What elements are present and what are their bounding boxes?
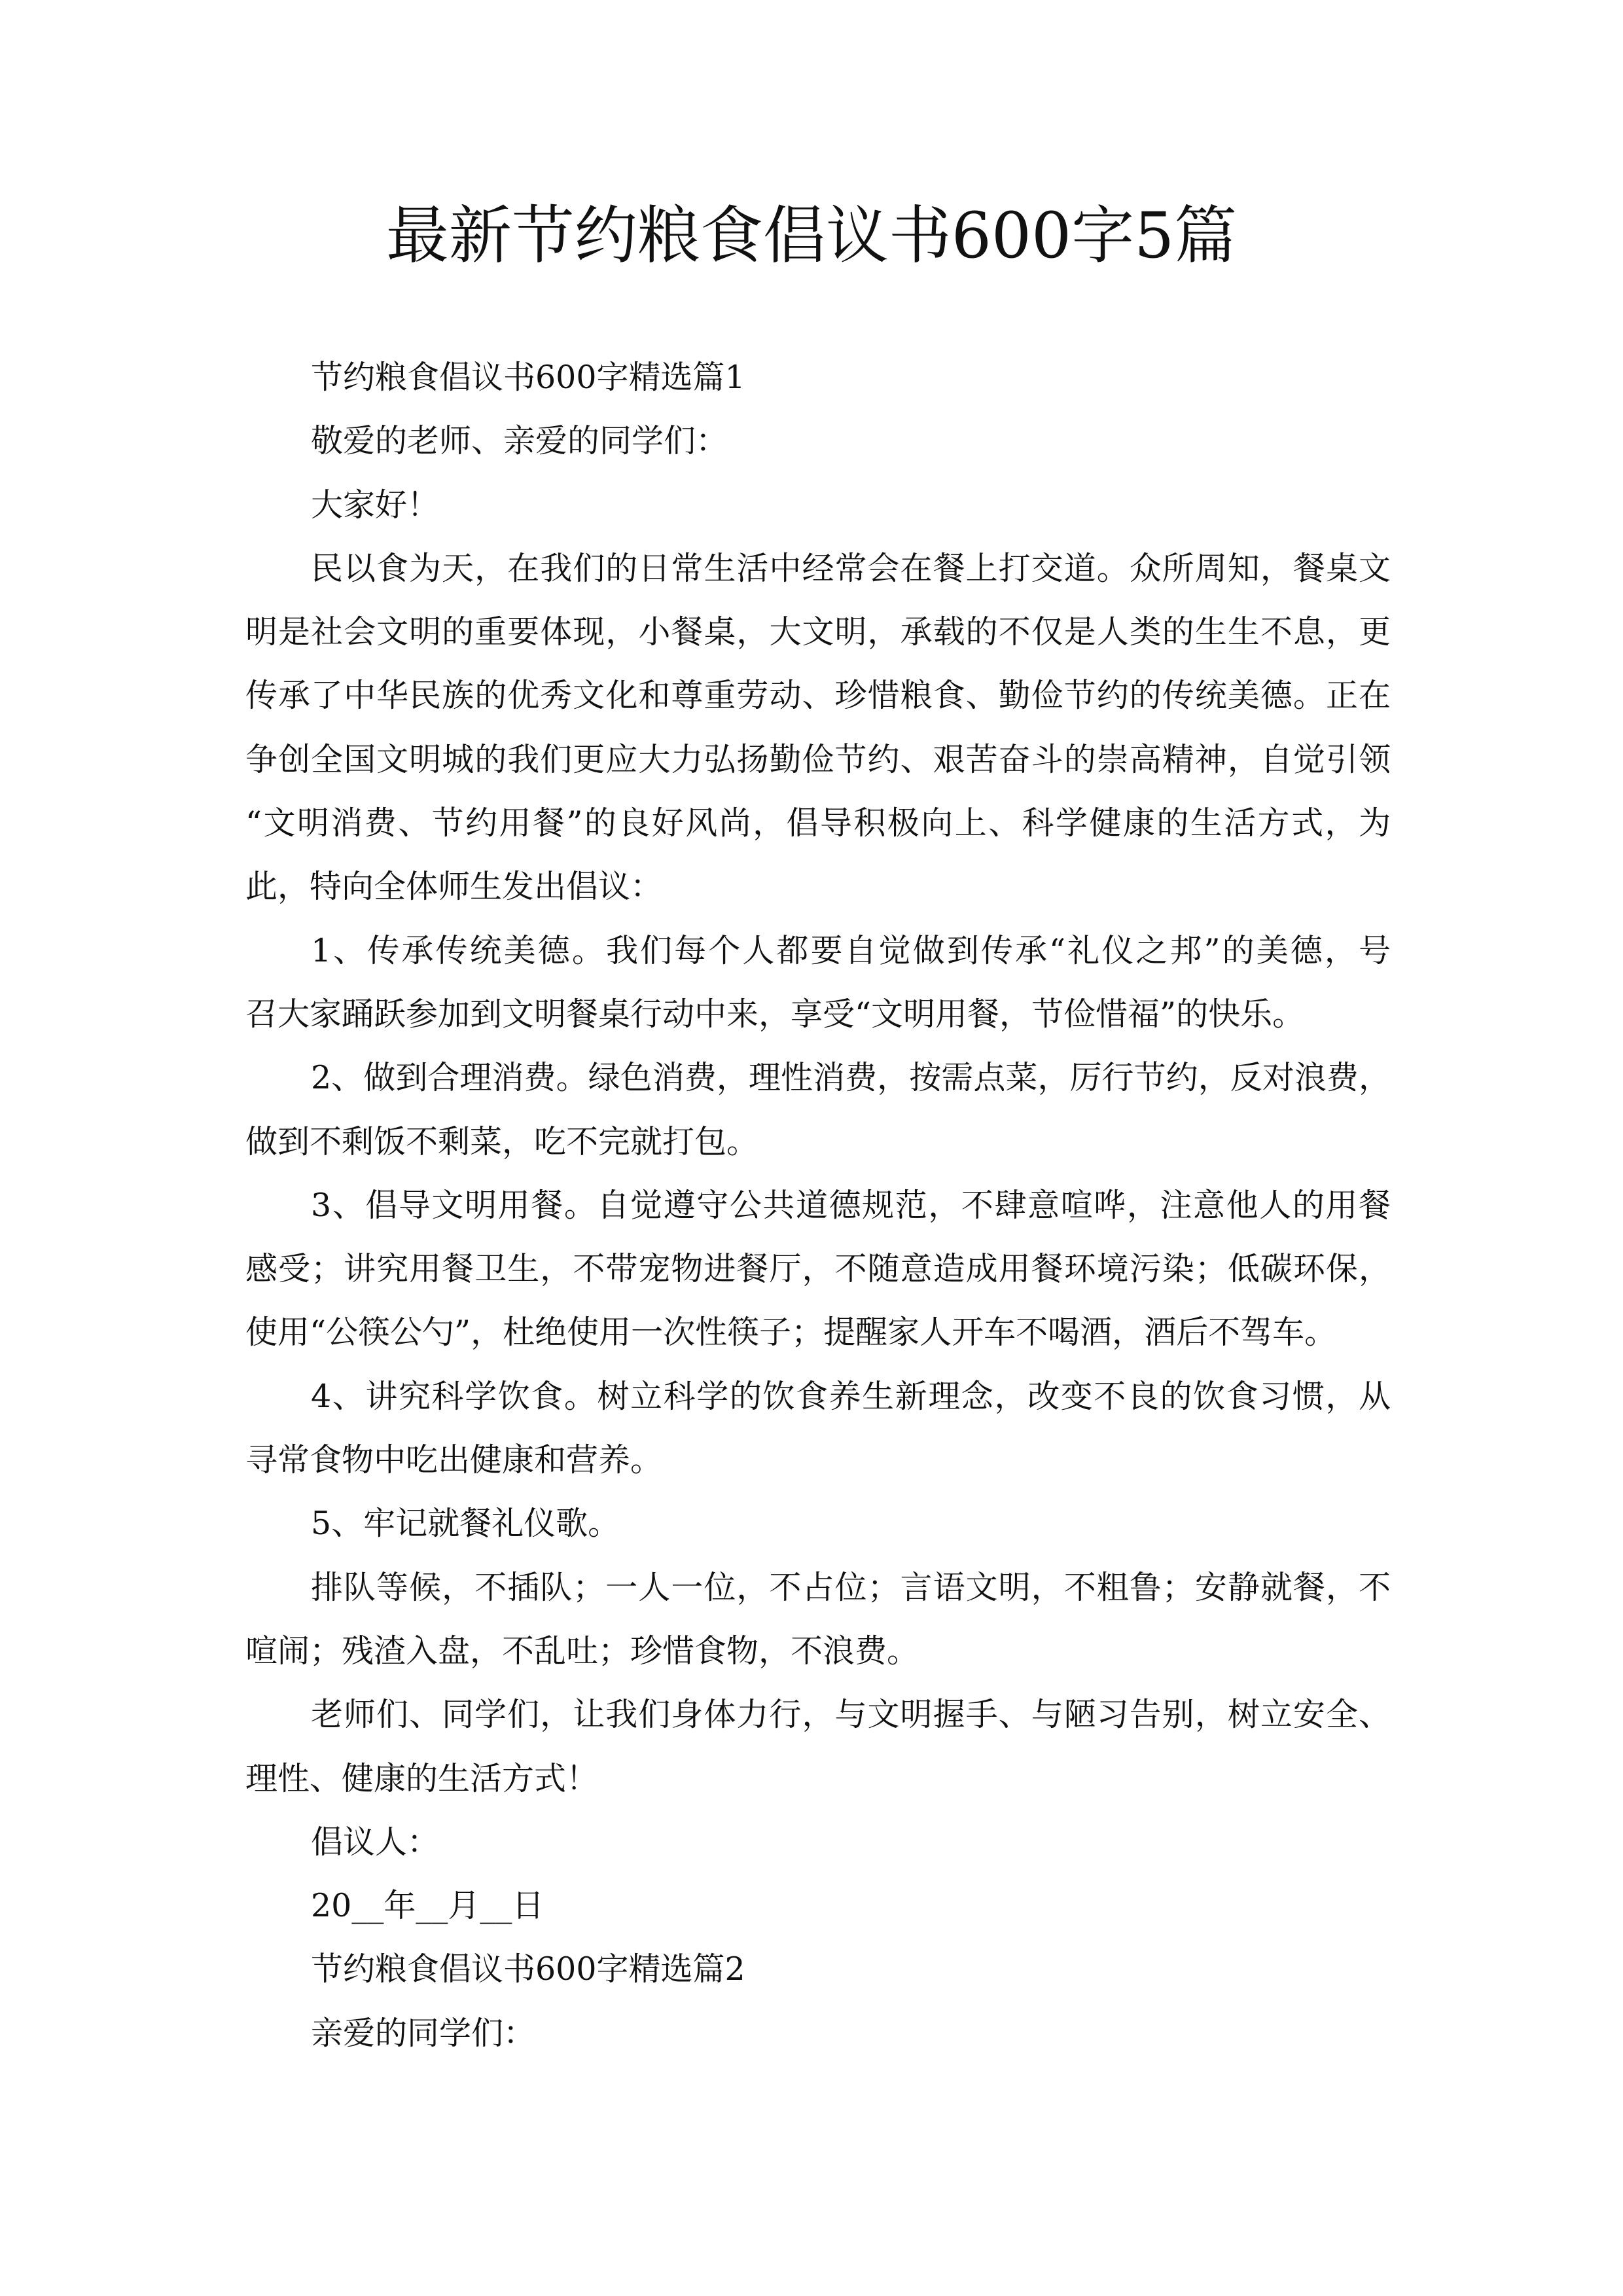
text-line: 5、牢记就餐礼仪歌。 [311,1505,620,1543]
text-line: 节约粮食倡议书600字精选篇1 [311,359,745,396]
text-line: 寻常食物中吃出健康和营养。 [245,1441,663,1479]
text-line: 喧闹；残渣入盘，不乱吐；珍惜食物，不浪费。 [245,1632,919,1670]
text-line: 争创全国文明城的我们更应大力弘扬勤俭节约、艰苦奋斗的崇高精神，自觉引领 [245,740,1391,778]
text-line: 感受；讲究用餐卫生，不带宠物进餐厅，不随意造成用餐环境污染；低碳环保， [245,1250,1391,1288]
text-line: 此，特向全体师生发出倡议： [245,868,663,906]
text-line: 3、倡导文明用餐。自觉遵守公共道德规范，不肆意喧哗，注意他人的用餐 [311,1186,1391,1224]
text-line: 使用“公筷公勺”，杜绝使用一次性筷子；提醒家人开车不喝酒，酒后不驾车。 [245,1314,1337,1352]
text-line: 1、传承传统美德。我们每个人都要自觉做到传承“礼仪之邦”的美德，号 [311,931,1391,969]
text-line: 2、做到合理消费。绿色消费，理性消费，按需点菜，厉行节约，反对浪费， [311,1059,1391,1097]
document-body [245,346,1391,2065]
text-line: 明是社会文明的重要体现，小餐桌，大文明，承载的不仅是人类的生生不息，更 [245,613,1391,651]
text-line: 20__年__月__日 [311,1887,544,1925]
text-line: 民以食为天，在我们的日常生活中经常会在餐上打交道。众所周知，餐桌文 [311,549,1391,587]
text-line: 大家好！ [311,486,440,524]
text-line: 召大家踊跃参加到文明餐桌行动中来，享受“文明用餐，节俭惜福”的快乐。 [245,995,1305,1033]
text-line: 亲爱的同学们： [311,2014,536,2052]
text-line: 4、讲究科学饮食。树立科学的饮食养生新理念，改变不良的饮食习惯，从 [311,1377,1391,1415]
text-line: 理性、健康的生活方式！ [245,1759,599,1797]
text-line: 倡议人： [311,1823,440,1861]
text-line: 排队等候，不插队；一人一位，不占位；言语文明，不粗鲁；安静就餐，不 [311,1568,1391,1606]
text-line: “文明消费、节约用餐”的良好风尚，倡导积极向上、科学健康的生活方式，为 [245,804,1391,842]
document-title: 最新节约粮食倡议书600字5篇 [385,199,1238,272]
text-line: 敬爱的老师、亲爱的同学们： [311,422,728,460]
text-line: 老师们、同学们，让我们身体力行，与文明握手、与陋习告别，树立安全、 [311,1696,1391,1734]
text-line: 传承了中华民族的优秀文化和尊重劳动、珍惜粮食、勤俭节约的传统美德。正在 [245,677,1391,715]
text-line: 做到不剩饭不剩菜，吃不完就打包。 [245,1122,759,1160]
text-line: 节约粮食倡议书600字精选篇2 [311,1950,745,1988]
